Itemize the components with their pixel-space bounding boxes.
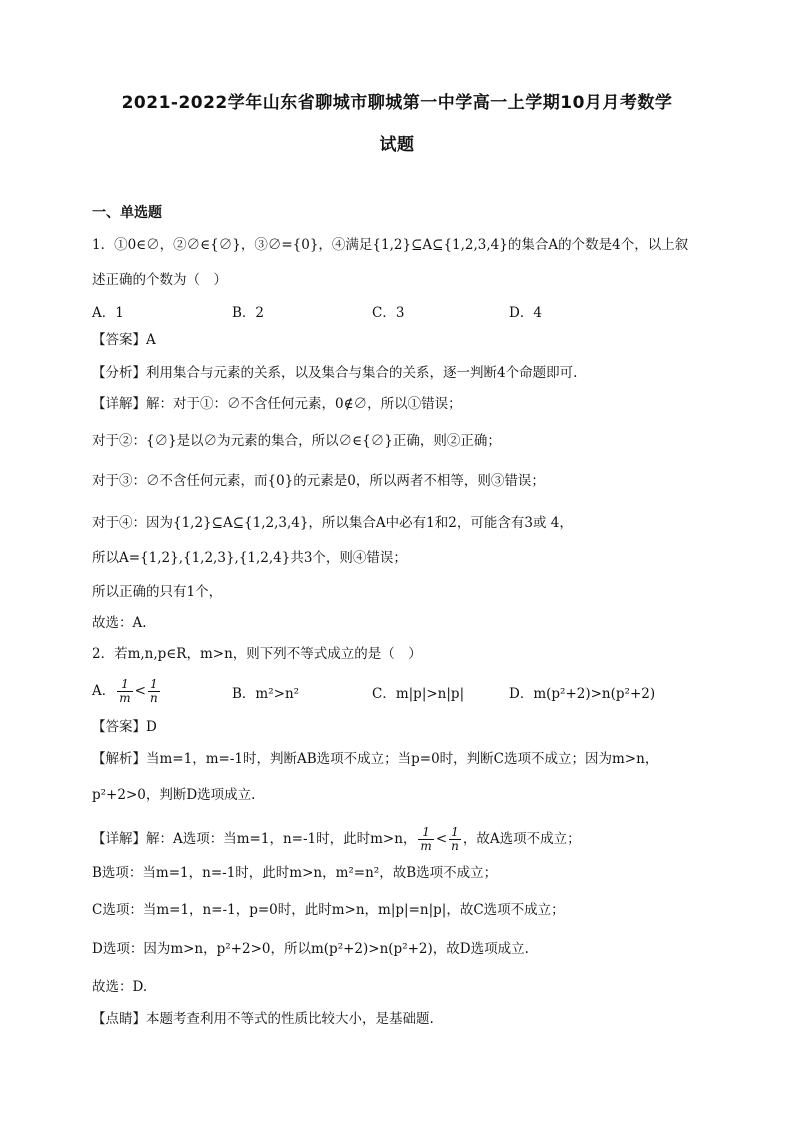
section-heading: 一、单选题 <box>92 205 162 221</box>
fraction-numerator: 1 <box>117 678 132 692</box>
q1-option-a: A．1 <box>92 305 124 321</box>
q2-detail-c: C选项：当m=1，n=-1，p=0时，此时m>n，m|p|=n|p|，故C选项不成立； <box>92 902 565 918</box>
q2-detail-a-lt: < <box>435 831 448 847</box>
q2-option-a <box>92 678 162 705</box>
fraction-numerator: 1 <box>418 826 433 840</box>
q1-option-c: C．3 <box>372 305 405 321</box>
q1-detail-line: 对于④：因为{1,2}⊆A⊆{1,2,3,4}，所以集合A中必有1和2，可能含有3或 4， <box>92 515 573 531</box>
q1-stem-line2: 述正确的个数为（ ） <box>92 272 227 288</box>
q2-comment: 【点睛】本题考查利用不等式的性质比较大小，是基础题. <box>92 1011 434 1027</box>
q2-detail-d: D选项：因为m>n，p²+2>0，所以m(p²+2)>n(p²+2)，故D选项成立. <box>92 941 529 957</box>
q1-detail-line: 所以A={1,2},{1,2,3},{1,2,4}共3个，则④错误； <box>92 550 407 566</box>
q2-option-c: C．m|p|>n|p| <box>372 686 465 702</box>
q2-option-a-fraction2 <box>148 678 160 705</box>
q1-option-b: B．2 <box>232 305 265 321</box>
q2-detail-a-fraction2 <box>449 826 461 853</box>
fraction-denominator: m <box>119 691 131 705</box>
fraction-numerator: 1 <box>449 826 461 840</box>
q2-analysis-line1: 【解析】当m=1，m=-1时，判断AB选项不成立；当p=0时，判断C选项不成立；因为m>n， <box>92 751 659 767</box>
fraction-denominator: n <box>149 691 158 705</box>
q2-option-d: D．m(p²+2)>n(p²+2) <box>509 686 656 702</box>
q1-option-d: D．4 <box>509 305 542 321</box>
q2-option-a-fraction1 <box>117 678 132 705</box>
q1-detail-line: 故选：A. <box>92 615 147 631</box>
document-title-line1: 2021-2022学年山东省聊城市聊城第一中学高一上学期10月月考数学 <box>121 93 673 113</box>
q2-options <box>92 676 712 708</box>
q1-detail-line: 所以正确的只有1个， <box>92 584 223 600</box>
q1-detail-line: 【详解】解：对于①：∅不含任何元素，0∉∅，所以①错误； <box>92 396 462 412</box>
q1-detail-line: 对于②：{∅}是以∅为元素的集合，所以∅∈{∅}正确，则②正确； <box>92 433 501 449</box>
q1-stem-line1: 1．①0∈∅，②∅∈{∅}，③∅={0}，④满足{1,2}⊆A⊆{1,2,3,4}的集合A的个数是4个，以上叙 <box>92 237 689 253</box>
fraction-denominator: n <box>451 839 459 853</box>
q2-conclusion: 故选：D. <box>92 979 148 995</box>
q2-detail-a-fraction1 <box>418 826 433 853</box>
q2-option-b: B．m²>n² <box>232 686 300 702</box>
q2-analysis-line2: p²+2>0，判断D选项成立. <box>92 787 256 803</box>
fraction-denominator: m <box>420 839 432 853</box>
q2-option-a-lt: < <box>134 683 146 699</box>
document-title-line2: 试题 <box>379 135 415 155</box>
q2-detail-b: B选项：当m=1，n=-1时，此时m>n，m²=n²，故B选项不成立； <box>92 865 498 881</box>
q2-option-a-label: A． <box>92 683 116 699</box>
q2-answer: 【答案】D <box>92 719 157 735</box>
q2-detail-a <box>92 826 712 856</box>
q1-analysis: 【分析】利用集合与元素的关系，以及集合与集合的关系，逐一判断4个命题即可. <box>92 365 578 381</box>
fraction-numerator: 1 <box>148 678 160 692</box>
q1-detail-line: 对于③：∅不含任何元素，而{0}的元素是0，所以两者不相等，则③错误； <box>92 473 545 489</box>
q2-stem: 2．若m,n,p∈R，m>n，则下列不等式成立的是（ ） <box>92 646 422 662</box>
q2-detail-a-end: ，故A选项不成立； <box>462 831 581 847</box>
q1-answer: 【答案】A <box>92 332 156 348</box>
q1-options <box>92 301 712 325</box>
q2-detail-a-text: 【详解】解：A选项：当m=1，n=-1时，此时m>n， <box>92 831 417 847</box>
